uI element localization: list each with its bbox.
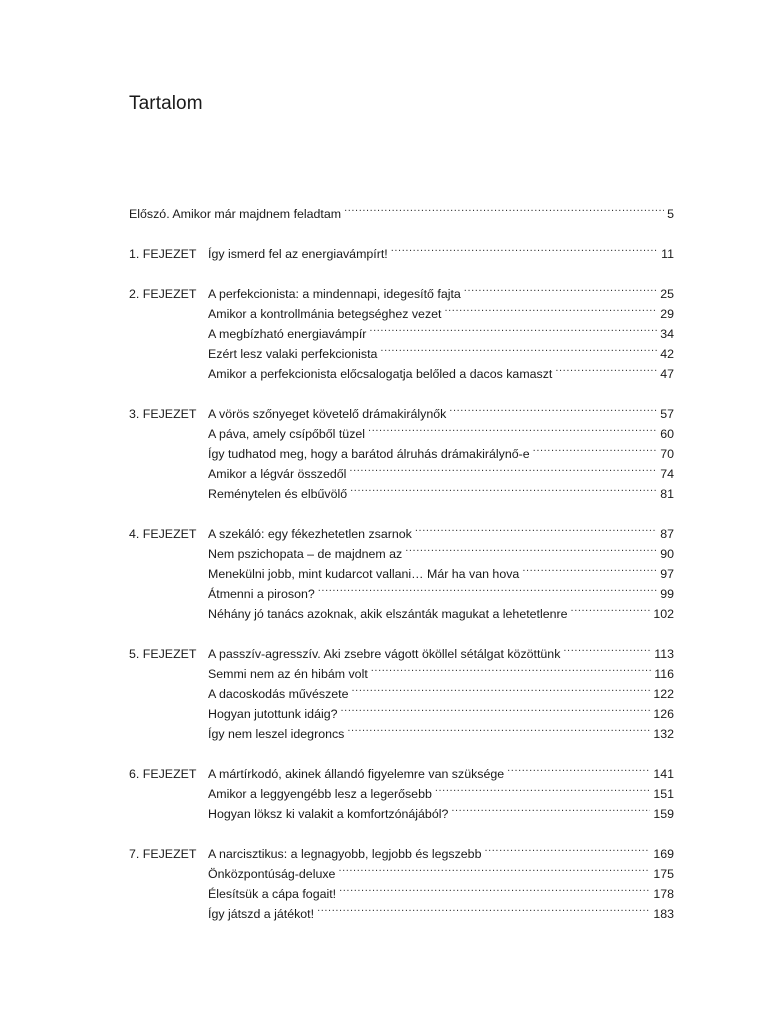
toc-entry-title: A szekáló: egy fékezhetetlen zsarnok — [208, 527, 412, 541]
toc-page-number: 57 — [660, 407, 674, 421]
toc-dot-leader — [415, 518, 657, 538]
toc-dot-leader — [563, 638, 651, 658]
toc-dot-leader — [380, 338, 657, 358]
toc-entry-title: Amikor a légvár összedől — [208, 467, 347, 481]
toc-page-number: 70 — [660, 447, 674, 461]
toc-dot-leader — [339, 878, 650, 898]
toc-page-number: 11 — [661, 247, 674, 261]
toc-page-number: 81 — [660, 487, 674, 501]
toc-entry-title: Önközpontúság-deluxe — [208, 867, 336, 881]
toc-dot-leader — [338, 858, 650, 878]
toc-page-number: 34 — [660, 327, 674, 341]
toc-entry-title: Ezért lesz valaki perfekcionista — [208, 347, 378, 361]
toc-chapter-label: 4. FEJEZET — [129, 527, 197, 541]
toc-entry[interactable] — [129, 758, 674, 781]
toc-entry-title: Hogyan jutottunk idáig? — [208, 707, 338, 721]
toc-page-number: 183 — [653, 907, 674, 921]
toc-page-number: 102 — [653, 607, 674, 621]
toc-dot-leader — [484, 838, 650, 858]
toc-dot-leader — [369, 318, 657, 338]
toc-entry[interactable] — [129, 278, 674, 301]
toc-dot-leader — [435, 778, 650, 798]
toc-entry[interactable] — [129, 518, 674, 541]
toc-entry[interactable] — [129, 838, 674, 861]
toc-entry-title: Amikor a perfekcionista előcsalogatja belőled a dacos kamaszt — [208, 367, 553, 381]
toc-entry-title: Előszó. Amikor már majdnem feladtam — [129, 207, 342, 221]
toc-page-number: 60 — [660, 427, 674, 441]
toc-page-number: 74 — [660, 467, 674, 481]
toc-dot-leader — [533, 438, 658, 458]
toc-entry-title: Így játszd a játékot! — [208, 907, 315, 921]
toc-entry-title: A passzív-agresszív. Aki zsebre vágott ököllel sétálgat közöttünk — [208, 647, 561, 661]
toc-page-number: 141 — [653, 767, 674, 781]
toc-dot-leader — [317, 898, 650, 918]
toc-entry-title: Hogyan löksz ki valakit a komfortzónájából? — [208, 807, 449, 821]
toc-chapter-label: 7. FEJEZET — [129, 847, 197, 861]
toc-dot-leader — [507, 758, 650, 778]
toc-page-number: 42 — [660, 347, 674, 361]
table-of-contents — [129, 198, 674, 921]
toc-page-number: 169 — [653, 847, 674, 861]
toc-entry-title: Így tudhatod meg, hogy a barátod álruhás drámakirálynő-e — [208, 447, 530, 461]
toc-page-number: 99 — [660, 587, 674, 601]
toc-entry[interactable] — [129, 638, 674, 661]
toc-entry-title: Nem pszichopata – de majdnem az — [208, 547, 403, 561]
toc-page-number: 25 — [660, 287, 674, 301]
toc-page-number: 122 — [653, 687, 674, 701]
toc-dot-leader — [368, 418, 657, 438]
toc-dot-leader — [318, 578, 657, 598]
toc-dot-leader — [405, 538, 657, 558]
toc-entry-title: A vörös szőnyeget követelő drámakirálynők — [208, 407, 447, 421]
toc-entry-title: A perfekcionista: a mindennapi, idegesítő fajta — [208, 287, 461, 301]
toc-dot-leader — [350, 478, 657, 498]
toc-chapter-label: 5. FEJEZET — [129, 647, 197, 661]
toc-chapter-label: 6. FEJEZET — [129, 767, 197, 781]
toc-page-number: 151 — [653, 787, 674, 801]
toc-dot-leader — [571, 598, 651, 618]
toc-dot-leader — [444, 298, 657, 318]
toc-entry-title: A mártírkodó, akinek állandó figyelemre van szüksége — [208, 767, 505, 781]
toc-entry-title: Néhány jó tanács azoknak, akik elszánták magukat a lehetetlenre — [208, 607, 568, 621]
toc-entry-title: A narcisztikus: a legnagyobb, legjobb és legszebb — [208, 847, 482, 861]
toc-dot-leader — [347, 718, 650, 738]
toc-dot-leader — [371, 658, 651, 678]
toc-chapter-label: 3. FEJEZET — [129, 407, 197, 421]
toc-dot-leader — [555, 358, 657, 378]
toc-entry[interactable] — [129, 238, 674, 261]
toc-page-number: 126 — [653, 707, 674, 721]
toc-page-number: 132 — [653, 727, 674, 741]
toc-page-number: 116 — [654, 667, 674, 681]
toc-page-number: 5 — [667, 207, 674, 221]
toc-dot-leader — [349, 458, 657, 478]
toc-page-number: 90 — [660, 547, 674, 561]
toc-page-number: 175 — [653, 867, 674, 881]
toc-entry-title: Menekülni jobb, mint kudarcot vallani… Már ha van hova — [208, 567, 520, 581]
toc-entry-title: A páva, amely csípőből tüzel — [208, 427, 366, 441]
toc-page-number: 159 — [653, 807, 674, 821]
toc-page-number: 113 — [654, 647, 674, 661]
toc-entry-title: Amikor a kontrollmánia betegséghez vezet — [208, 307, 442, 321]
toc-dot-leader — [341, 698, 651, 718]
toc-page-number: 97 — [660, 567, 674, 581]
toc-chapter-label: 2. FEJEZET — [129, 287, 197, 301]
toc-page-number: 87 — [660, 527, 674, 541]
toc-page-number: 178 — [653, 887, 674, 901]
toc-dot-leader — [344, 198, 664, 218]
toc-page-number: 47 — [660, 367, 674, 381]
toc-chapter-label: 1. FEJEZET — [129, 247, 197, 261]
toc-dot-leader — [391, 238, 658, 258]
toc-entry-title: Amikor a leggyengébb lesz a legerősebb — [208, 787, 432, 801]
toc-entry[interactable] — [129, 198, 674, 221]
toc-entry-title: A dacoskodás művészete — [208, 687, 349, 701]
toc-entry-title: Így nem leszel idegroncs — [208, 727, 345, 741]
toc-entry-title: Semmi nem az én hibám volt — [208, 667, 368, 681]
toc-page-number: 29 — [660, 307, 674, 321]
toc-dot-leader — [464, 278, 657, 298]
toc-entry-title: Átmenni a piroson? — [208, 587, 315, 601]
page-title: Tartalom — [129, 93, 203, 114]
toc-dot-leader — [522, 558, 657, 578]
toc-dot-leader — [451, 798, 650, 818]
toc-entry-title: Élesítsük a cápa fogait! — [208, 887, 337, 901]
toc-dot-leader — [449, 398, 657, 418]
toc-entry-title: A megbízható energiavámpír — [208, 327, 367, 341]
toc-entry[interactable] — [129, 398, 674, 421]
toc-entry-title: Reménytelen és elbűvölő — [208, 487, 348, 501]
toc-dot-leader — [352, 678, 651, 698]
toc-entry-title: Így ismerd fel az energiavámpírt! — [208, 247, 388, 261]
